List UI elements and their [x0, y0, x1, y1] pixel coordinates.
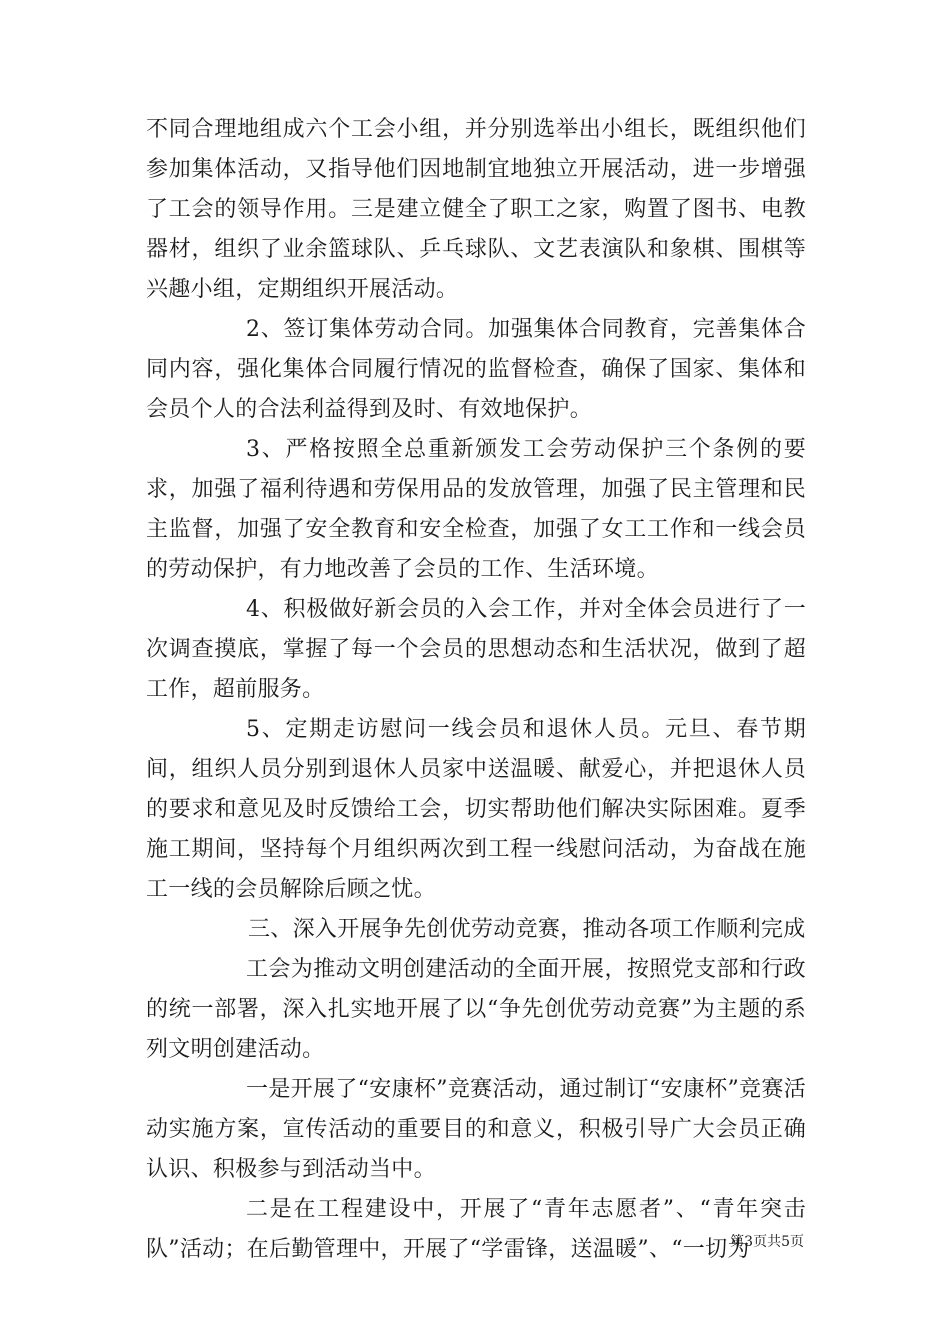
- paragraph-volunteer: 二是在工程建设中，开展了“青年志愿者”、“青年突击队”活动；在后勤管理中，开展了“学雷锋，送温暖”、“一切为: [146, 1197, 806, 1262]
- paragraph-continuation: 不同合理地组成六个工会小组，并分别选举出小组长，既组织他们参加集体活动，又指导他们因地制宜地独立开展活动，进一步增强了工会的领导作用。三是建立健全了职工之家，购置了图书、电教器材，组织了业余篮球队、乒乓球队、文艺表演队和象棋、围棋等兴趣小组，定期组织开展活动。: [146, 117, 806, 302]
- paragraph-section-intro: 工会为推动文明创建活动的全面开展，按照党支部和行政的统一部署，深入扎实地开展了以“争先创优劳动竞赛”为主题的系列文明创建活动。: [146, 957, 806, 1062]
- document-body: [146, 110, 806, 1270]
- paragraph-item-4: 4、积极做好新会员的入会工作，并对全体会员进行了一次调查摸底，掌握了每一个会员的思想动态和生活状况，做到了超工作，超前服务。: [146, 597, 806, 702]
- paragraph-item-3: 3、严格按照全总重新颁发工会劳动保护三个条例的要求，加强了福利待遇和劳保用品的发放管理，加强了民主管理和民主监督，加强了安全教育和安全检查，加强了女工工作和一线会员的劳动保护，有力地改善了会员的工作、生活环境。: [146, 437, 806, 582]
- paragraph-item-2: 2、签订集体劳动合同。加强集体合同教育，完善集体合同内容，强化集体合同履行情况的监督检查，确保了国家、集体和会员个人的合法利益得到及时、有效地保护。: [146, 317, 806, 422]
- page-number: 第3页共5页: [730, 1234, 804, 1250]
- section-heading-3: 三、深入开展争先创优劳动竞赛，推动各项工作顺利完成: [248, 917, 806, 942]
- paragraph-ankang-cup: 一是开展了“安康杯”竞赛活动，通过制订“安康杯”竞赛活动实施方案，宣传活动的重要目的和意义，积极引导广大会员正确认识、积极参与到活动当中。: [146, 1077, 806, 1182]
- paragraph-item-5: 5、定期走访慰问一线会员和退休人员。元旦、春节期间，组织人员分别到退休人员家中送温暖、献爱心，并把退休人员的要求和意见及时反馈给工会，切实帮助他们解决实际困难。夏季施工期间，坚持每个月组织两次到工程一线慰问活动，为奋战在施工一线的会员解除后顾之忧。: [146, 717, 806, 902]
